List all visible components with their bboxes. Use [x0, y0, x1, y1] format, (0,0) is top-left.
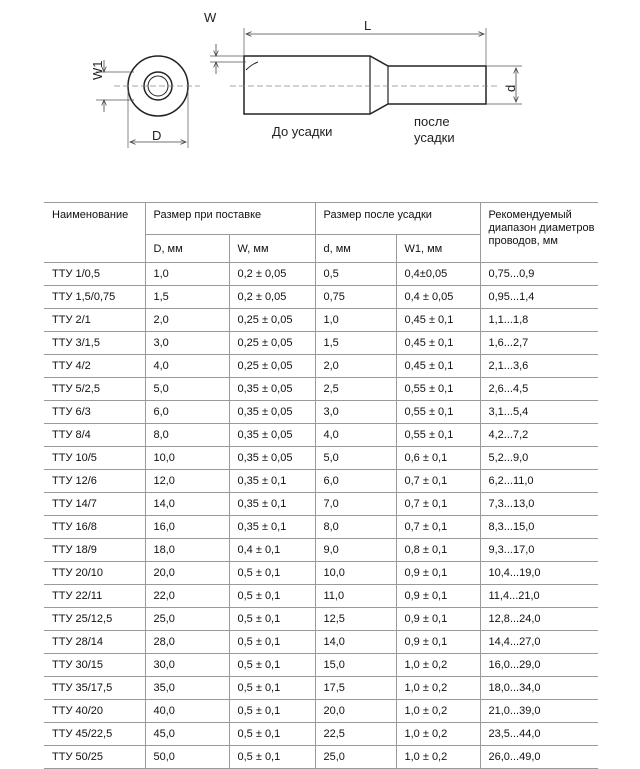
cell-d: 8,0: [145, 424, 229, 447]
cell-name: ТТУ 18/9: [44, 539, 145, 562]
cell-d: 15,0: [315, 654, 396, 677]
cell-d: 16,0: [145, 516, 229, 539]
cell-range: 18,0...34,0: [480, 677, 598, 700]
cell-d: 35,0: [145, 677, 229, 700]
cell-w: 0,2 ± 0,05: [229, 263, 315, 286]
cell-name: ТТУ 1,5/0,75: [44, 286, 145, 309]
cell-w1: 1,0 ± 0,2: [396, 700, 480, 723]
cell-w: 0,5 ± 0,1: [229, 677, 315, 700]
cross-section-view: [96, 56, 200, 148]
cell-d: 12,5: [315, 608, 396, 631]
cell-name: ТТУ 45/22,5: [44, 723, 145, 746]
cell-d: 40,0: [145, 700, 229, 723]
cell-range: 6,2...11,0: [480, 470, 598, 493]
side-view: [210, 28, 522, 114]
cell-w1: 0,4±0,05: [396, 263, 480, 286]
header-d-outer: D, мм: [145, 235, 229, 263]
cell-w: 0,5 ± 0,1: [229, 746, 315, 769]
cell-name: ТТУ 40/20: [44, 700, 145, 723]
table-row: [44, 516, 598, 539]
cell-d: 1,5: [145, 286, 229, 309]
header-recommended-range: Рекомендуемый диапазон диаметров проводов, мм: [480, 203, 598, 263]
cell-name: ТТУ 12/6: [44, 470, 145, 493]
cell-range: 3,1...5,4: [480, 401, 598, 424]
tube-outline: [244, 56, 486, 114]
cell-w1: 1,0 ± 0,2: [396, 654, 480, 677]
cell-w1: 0,9 ± 0,1: [396, 585, 480, 608]
cell-w: 0,25 ± 0,05: [229, 309, 315, 332]
table-row: [44, 378, 598, 401]
cell-d: 3,0: [315, 401, 396, 424]
table-row: [44, 723, 598, 746]
table-row: [44, 447, 598, 470]
cell-d: 2,0: [315, 355, 396, 378]
label-d-outer: D: [152, 128, 162, 143]
cell-w1: 0,55 ± 0,1: [396, 378, 480, 401]
table-row: [44, 470, 598, 493]
header-shrink-size: Размер после усадки: [315, 203, 480, 235]
table-row: [44, 585, 598, 608]
table-row: [44, 746, 598, 769]
table-row: [44, 401, 598, 424]
cell-d: 22,5: [315, 723, 396, 746]
header-supply-size: Размер при поставке: [145, 203, 315, 235]
cell-w1: 0,45 ± 0,1: [396, 309, 480, 332]
tube-drawing: [0, 0, 640, 200]
cell-w1: 0,7 ± 0,1: [396, 516, 480, 539]
cell-name: ТТУ 28/14: [44, 631, 145, 654]
cell-w1: 0,6 ± 0,1: [396, 447, 480, 470]
cell-w: 0,5 ± 0,1: [229, 585, 315, 608]
dimension-diagram: [0, 0, 640, 200]
cell-w: 0,5 ± 0,1: [229, 700, 315, 723]
header-w: W, мм: [229, 235, 315, 263]
cell-range: 1,6...2,7: [480, 332, 598, 355]
header-d-inner: d, мм: [315, 235, 396, 263]
cell-d: 10,0: [145, 447, 229, 470]
cell-d: 0,75: [315, 286, 396, 309]
cell-range: 14,4...27,0: [480, 631, 598, 654]
cell-d: 17,5: [315, 677, 396, 700]
label-after-shrink: после усадки: [414, 114, 455, 145]
cell-name: ТТУ 8/4: [44, 424, 145, 447]
cell-name: ТТУ 5/2,5: [44, 378, 145, 401]
cell-name: ТТУ 3/1,5: [44, 332, 145, 355]
cell-range: 26,0...49,0: [480, 746, 598, 769]
cell-w: 0,35 ± 0,05: [229, 401, 315, 424]
wall-hatch: [246, 62, 258, 70]
table-row: [44, 355, 598, 378]
cell-d: 2,5: [315, 378, 396, 401]
cell-range: 11,4...21,0: [480, 585, 598, 608]
cell-w1: 0,4 ± 0,05: [396, 286, 480, 309]
table-row: [44, 332, 598, 355]
cell-d: 45,0: [145, 723, 229, 746]
cell-w1: 1,0 ± 0,2: [396, 723, 480, 746]
cell-name: ТТУ 35/17,5: [44, 677, 145, 700]
label-w1: W1: [90, 60, 105, 80]
cell-d: 14,0: [315, 631, 396, 654]
cell-w: 0,25 ± 0,05: [229, 332, 315, 355]
cell-range: 21,0...39,0: [480, 700, 598, 723]
header-w1: W1, мм: [396, 235, 480, 263]
cell-range: 12,8...24,0: [480, 608, 598, 631]
cell-name: ТТУ 25/12,5: [44, 608, 145, 631]
cell-d: 22,0: [145, 585, 229, 608]
cell-w: 0,25 ± 0,05: [229, 355, 315, 378]
cell-range: 2,1...3,6: [480, 355, 598, 378]
label-d-inner: d: [503, 84, 518, 92]
cell-range: 5,2...9,0: [480, 447, 598, 470]
cell-d: 4,0: [145, 355, 229, 378]
cell-name: ТТУ 20/10: [44, 562, 145, 585]
cell-d: 2,0: [145, 309, 229, 332]
cell-w1: 0,7 ± 0,1: [396, 493, 480, 516]
cell-range: 7,3...13,0: [480, 493, 598, 516]
cell-name: ТТУ 14/7: [44, 493, 145, 516]
cell-d: 12,0: [145, 470, 229, 493]
table-row: [44, 309, 598, 332]
cell-w1: 0,55 ± 0,1: [396, 424, 480, 447]
table-row: [44, 539, 598, 562]
cell-d: 1,0: [145, 263, 229, 286]
cell-w: 0,5 ± 0,1: [229, 631, 315, 654]
cell-d: 1,5: [315, 332, 396, 355]
cell-name: ТТУ 6/3: [44, 401, 145, 424]
cell-d: 7,0: [315, 493, 396, 516]
table-row: [44, 608, 598, 631]
table-row: [44, 493, 598, 516]
cell-w: 0,35 ± 0,05: [229, 378, 315, 401]
cell-w: 0,5 ± 0,1: [229, 654, 315, 677]
cell-d: 28,0: [145, 631, 229, 654]
table-row: [44, 677, 598, 700]
cell-w1: 0,45 ± 0,1: [396, 332, 480, 355]
cell-w: 0,5 ± 0,1: [229, 723, 315, 746]
cell-w1: 0,7 ± 0,1: [396, 470, 480, 493]
cell-name: ТТУ 16/8: [44, 516, 145, 539]
cell-w1: 0,55 ± 0,1: [396, 401, 480, 424]
cell-w1: 0,9 ± 0,1: [396, 562, 480, 585]
cell-range: 16,0...29,0: [480, 654, 598, 677]
table-row: [44, 286, 598, 309]
cell-range: 0,95...1,4: [480, 286, 598, 309]
cell-range: 4,2...7,2: [480, 424, 598, 447]
cell-w1: 1,0 ± 0,2: [396, 677, 480, 700]
cell-w1: 0,45 ± 0,1: [396, 355, 480, 378]
cell-d: 18,0: [145, 539, 229, 562]
cell-d: 10,0: [315, 562, 396, 585]
cell-d: 6,0: [315, 470, 396, 493]
cell-range: 9,3...17,0: [480, 539, 598, 562]
cell-d: 5,0: [145, 378, 229, 401]
cell-name: ТТУ 50/25: [44, 746, 145, 769]
cell-name: ТТУ 22/11: [44, 585, 145, 608]
table-row: [44, 654, 598, 677]
cell-name: ТТУ 2/1: [44, 309, 145, 332]
cell-d: 6,0: [145, 401, 229, 424]
cell-w1: 0,9 ± 0,1: [396, 631, 480, 654]
cell-d: 3,0: [145, 332, 229, 355]
cell-w: 0,35 ± 0,1: [229, 516, 315, 539]
header-name: Наименование: [44, 203, 145, 263]
table-row: [44, 700, 598, 723]
cell-w: 0,4 ± 0,1: [229, 539, 315, 562]
table-row: [44, 424, 598, 447]
table-row: [44, 631, 598, 654]
cell-d: 0,5: [315, 263, 396, 286]
cell-range: 10,4...19,0: [480, 562, 598, 585]
cell-d: 1,0: [315, 309, 396, 332]
table-row: [44, 263, 598, 286]
label-before-shrink: До усадки: [272, 124, 333, 139]
cell-name: ТТУ 30/15: [44, 654, 145, 677]
cell-range: 23,5...44,0: [480, 723, 598, 746]
table-row: [44, 562, 598, 585]
cell-w1: 1,0 ± 0,2: [396, 746, 480, 769]
label-w: W: [204, 10, 217, 25]
cell-range: 2,6...4,5: [480, 378, 598, 401]
cell-d: 50,0: [145, 746, 229, 769]
cell-w1: 0,9 ± 0,1: [396, 608, 480, 631]
cell-d: 4,0: [315, 424, 396, 447]
cell-range: 0,75...0,9: [480, 263, 598, 286]
cell-range: 8,3...15,0: [480, 516, 598, 539]
cell-w1: 0,8 ± 0,1: [396, 539, 480, 562]
cell-d: 30,0: [145, 654, 229, 677]
cell-d: 25,0: [315, 746, 396, 769]
cell-w: 0,35 ± 0,1: [229, 470, 315, 493]
specification-table: [44, 202, 598, 769]
cell-d: 11,0: [315, 585, 396, 608]
cell-w: 0,2 ± 0,05: [229, 286, 315, 309]
cell-d: 20,0: [145, 562, 229, 585]
cell-name: ТТУ 1/0,5: [44, 263, 145, 286]
label-l: L: [364, 18, 372, 33]
cell-w: 0,35 ± 0,05: [229, 424, 315, 447]
cell-range: 1,1...1,8: [480, 309, 598, 332]
cell-d: 25,0: [145, 608, 229, 631]
cell-w: 0,5 ± 0,1: [229, 562, 315, 585]
cell-w: 0,5 ± 0,1: [229, 608, 315, 631]
cell-d: 9,0: [315, 539, 396, 562]
cell-d: 8,0: [315, 516, 396, 539]
cell-w: 0,35 ± 0,05: [229, 447, 315, 470]
cell-d: 20,0: [315, 700, 396, 723]
cell-w: 0,35 ± 0,1: [229, 493, 315, 516]
cell-name: ТТУ 10/5: [44, 447, 145, 470]
cell-d: 5,0: [315, 447, 396, 470]
cell-d: 14,0: [145, 493, 229, 516]
cell-name: ТТУ 4/2: [44, 355, 145, 378]
table-body: [44, 263, 598, 769]
